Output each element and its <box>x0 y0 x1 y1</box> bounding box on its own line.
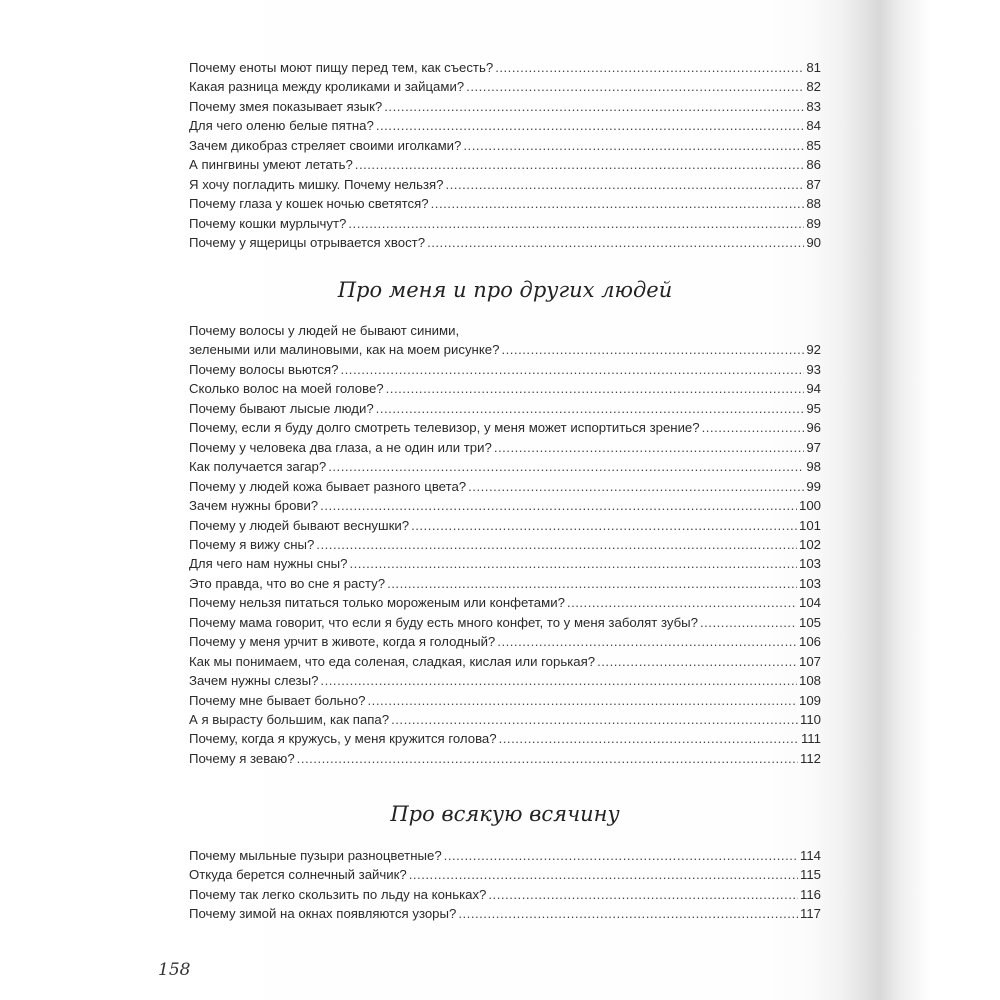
toc-entry <box>189 904 821 924</box>
toc-entry-page: 108 <box>798 673 821 689</box>
toc-entry <box>189 729 821 749</box>
toc-entry-title: Почему бывают лысые люди? <box>189 400 374 416</box>
toc-entry <box>189 418 821 438</box>
dot-leader <box>700 613 797 633</box>
toc-entry <box>189 846 821 866</box>
toc-entry-title: Почему так легко скользить по льду на коньках? <box>189 886 487 902</box>
toc-entry-page: 85 <box>806 137 821 153</box>
toc-entry-title: Почему волосы вьются? <box>189 361 339 377</box>
dot-leader <box>316 535 797 555</box>
toc-entry-page: 115 <box>799 867 821 883</box>
dot-leader <box>387 574 797 594</box>
toc-entry <box>189 399 821 419</box>
toc-entry <box>189 360 821 380</box>
toc-entry-title: Почему, когда я кружусь, у меня кружится голова? <box>189 731 497 747</box>
toc-entry-title: Почему кошки мурлычут? <box>189 215 347 231</box>
toc-entry-page: 84 <box>806 118 821 134</box>
toc-entry-page: 81 <box>806 60 821 75</box>
toc-entry-title: Зачем нужны слезы? <box>189 673 319 689</box>
section-heading: Про меня и про других людей <box>337 278 673 302</box>
toc-entry <box>189 58 821 78</box>
dot-leader <box>427 233 804 253</box>
toc-entry-page: 82 <box>806 79 821 95</box>
dot-leader <box>497 632 797 652</box>
toc-entry-page: 103 <box>798 556 821 572</box>
toc-entry-title: Откуда берется солнечный зайчик? <box>189 867 407 883</box>
toc-entry-page: 96 <box>806 420 821 436</box>
toc-entry <box>189 116 821 136</box>
toc-entry <box>189 865 821 885</box>
toc-entry-title: Как получается загар? <box>189 459 327 475</box>
toc-entry <box>189 155 821 175</box>
toc-entry-title: Почему мыльные пузыри разноцветные? <box>189 848 442 863</box>
dot-leader <box>368 691 797 711</box>
toc-entry <box>189 593 821 613</box>
toc-entry-title: Это правда, что во сне я расту? <box>189 575 386 591</box>
toc-entry <box>189 77 821 97</box>
toc-entry-page: 110 <box>799 712 821 727</box>
toc-entry-page: 101 <box>798 517 821 533</box>
toc-entry-page: 93 <box>806 361 821 377</box>
toc-entry-page: 95 <box>806 400 821 416</box>
toc-entry-page: 104 <box>798 595 821 611</box>
toc-entry-title: Почему, если я буду долго смотреть телевизор, у меня может испортиться зрение? <box>189 420 700 436</box>
toc-entry <box>189 496 821 516</box>
toc-entry <box>189 457 821 477</box>
toc-entry-title: Почему зимой на окнах появляются узоры? <box>189 906 457 922</box>
dot-leader <box>328 457 804 477</box>
dot-leader <box>567 593 797 613</box>
toc-entry <box>189 233 821 253</box>
toc-entry-title: Почему змея показывает язык? <box>189 98 383 114</box>
toc-entry-title: Зачем нужны брови? <box>189 498 319 514</box>
toc-entry <box>189 632 821 652</box>
toc-entry-title: Почему у ящерицы отрывается хвост? <box>189 235 426 251</box>
toc-entry-page: 99 <box>806 478 821 494</box>
toc-entry <box>189 477 821 497</box>
toc-entry-page: 116 <box>799 886 821 902</box>
toc-entry <box>189 136 821 156</box>
toc-entry-title: Почему я вижу сны? <box>189 536 315 552</box>
toc-entry <box>189 379 821 399</box>
dot-leader <box>297 749 798 769</box>
toc-entry-title: зелеными или малиновыми, как на моем рисунке? <box>189 342 500 358</box>
toc-entry-page: 97 <box>806 439 821 455</box>
toc-entry <box>189 194 821 214</box>
dot-leader <box>488 885 798 905</box>
dot-leader <box>466 77 804 97</box>
dot-leader <box>494 438 805 458</box>
toc-entry-page: 114 <box>799 848 821 863</box>
toc-entry <box>189 340 821 360</box>
toc-entry <box>189 535 821 555</box>
dot-leader <box>349 554 797 574</box>
toc-entry-page: 100 <box>798 498 821 514</box>
toc-entry <box>189 691 821 711</box>
dot-leader <box>458 904 798 924</box>
dot-leader <box>376 116 805 136</box>
toc-entry <box>189 554 821 574</box>
toc-entry-title: Почему мне бывает больно? <box>189 692 366 708</box>
toc-entry-page: 109 <box>798 692 821 708</box>
toc-entry <box>189 710 821 730</box>
toc-entry-page: 102 <box>798 536 821 552</box>
toc-entry-page: 105 <box>798 614 821 630</box>
toc-entry-page: 86 <box>806 157 821 173</box>
dot-leader <box>501 340 804 360</box>
toc-entry-title: Почему у людей бывают веснушки? <box>189 517 410 533</box>
toc-entry-title: Почему у меня урчит в животе, когда я голодный? <box>189 634 496 650</box>
toc-entry-title: Для чего оленю белые пятна? <box>189 118 374 134</box>
toc-entry-page: 83 <box>806 98 821 114</box>
dot-leader <box>376 399 805 419</box>
toc-entry <box>189 574 821 594</box>
toc-entry-page: 103 <box>798 575 821 591</box>
dot-leader <box>468 477 804 497</box>
dot-leader <box>431 194 805 214</box>
toc-entry-page: 87 <box>806 176 821 192</box>
section-heading: Про всякую всячину <box>390 802 620 826</box>
dot-leader <box>320 671 797 691</box>
toc-entry-title: Почему глаза у кошек ночью светятся? <box>189 196 429 212</box>
dot-leader <box>384 97 804 117</box>
toc-entry-page: 112 <box>799 750 821 766</box>
toc-entry <box>189 214 821 234</box>
toc-entry <box>189 671 821 691</box>
toc-entry-title: Почему я зеваю? <box>189 750 295 766</box>
toc-entry <box>189 97 821 117</box>
toc-entry-page: 89 <box>806 215 821 231</box>
toc-entry-title: А я вырасту большим, как папа? <box>189 712 390 727</box>
toc-entry <box>189 613 821 633</box>
dot-leader <box>340 360 804 380</box>
dot-leader <box>411 516 797 536</box>
toc-entry-title: Почему у человека два глаза, а не один или три? <box>189 439 492 455</box>
toc-entry-page: 107 <box>798 653 821 669</box>
toc-entry-page: 90 <box>806 235 821 251</box>
toc-entry-page: 94 <box>806 381 821 397</box>
toc-entry-title: Почему у людей кожа бывает разного цвета? <box>189 478 467 494</box>
toc-entry-page: 98 <box>806 459 821 475</box>
dot-leader <box>348 214 804 234</box>
dot-leader <box>702 418 805 438</box>
dot-leader <box>495 58 804 78</box>
toc-entry-title: Какая разница между кроликами и зайцами? <box>189 79 465 95</box>
toc-entry <box>189 749 821 769</box>
dot-leader <box>463 136 804 156</box>
toc-entry <box>189 885 821 905</box>
dot-leader <box>391 710 798 730</box>
dot-leader <box>444 846 798 866</box>
toc-entry-page: 106 <box>798 634 821 650</box>
toc-entry-page: 88 <box>806 196 821 212</box>
dot-leader <box>499 729 799 749</box>
toc-entry-title: Для чего нам нужны сны? <box>189 556 348 572</box>
toc-entry-title: Почему нельзя питаться только мороженым или конфетами? <box>189 595 565 611</box>
dot-leader <box>597 652 797 672</box>
toc-entry-title: А пингвины умеют летать? <box>189 157 353 173</box>
page-number: 158 <box>158 960 191 980</box>
toc-entry-title: Почему мама говорит, что если я буду есть много конфет, то у меня заболят зубы? <box>189 614 698 630</box>
toc-entry <box>189 175 821 195</box>
toc-entry <box>189 321 821 341</box>
toc-entry <box>189 516 821 536</box>
toc-entry-title: Я хочу погладить мишку. Почему нельзя? <box>189 176 444 192</box>
toc-entry-title: Почему волосы у людей не бывают синими, <box>189 323 460 338</box>
toc-entry-title: Зачем дикобраз стреляет своими иголками? <box>189 137 462 153</box>
dot-leader <box>320 496 797 516</box>
toc-entry-title: Почему еноты моют пищу перед тем, как съесть? <box>189 60 494 75</box>
toc-entry <box>189 652 821 672</box>
dot-leader <box>355 155 805 175</box>
toc-entry-page: 92 <box>806 342 821 358</box>
toc-entry <box>189 438 821 458</box>
dot-leader <box>409 865 798 885</box>
toc-entry-title: Сколько волос на моей голове? <box>189 381 384 397</box>
toc-entry-title: Как мы понимаем, что еда соленая, сладкая, кислая или горькая? <box>189 653 596 669</box>
dot-leader <box>386 379 805 399</box>
dot-leader <box>445 175 804 195</box>
toc-entry-page: 111 <box>800 731 821 747</box>
toc-entry-page: 117 <box>799 906 821 922</box>
